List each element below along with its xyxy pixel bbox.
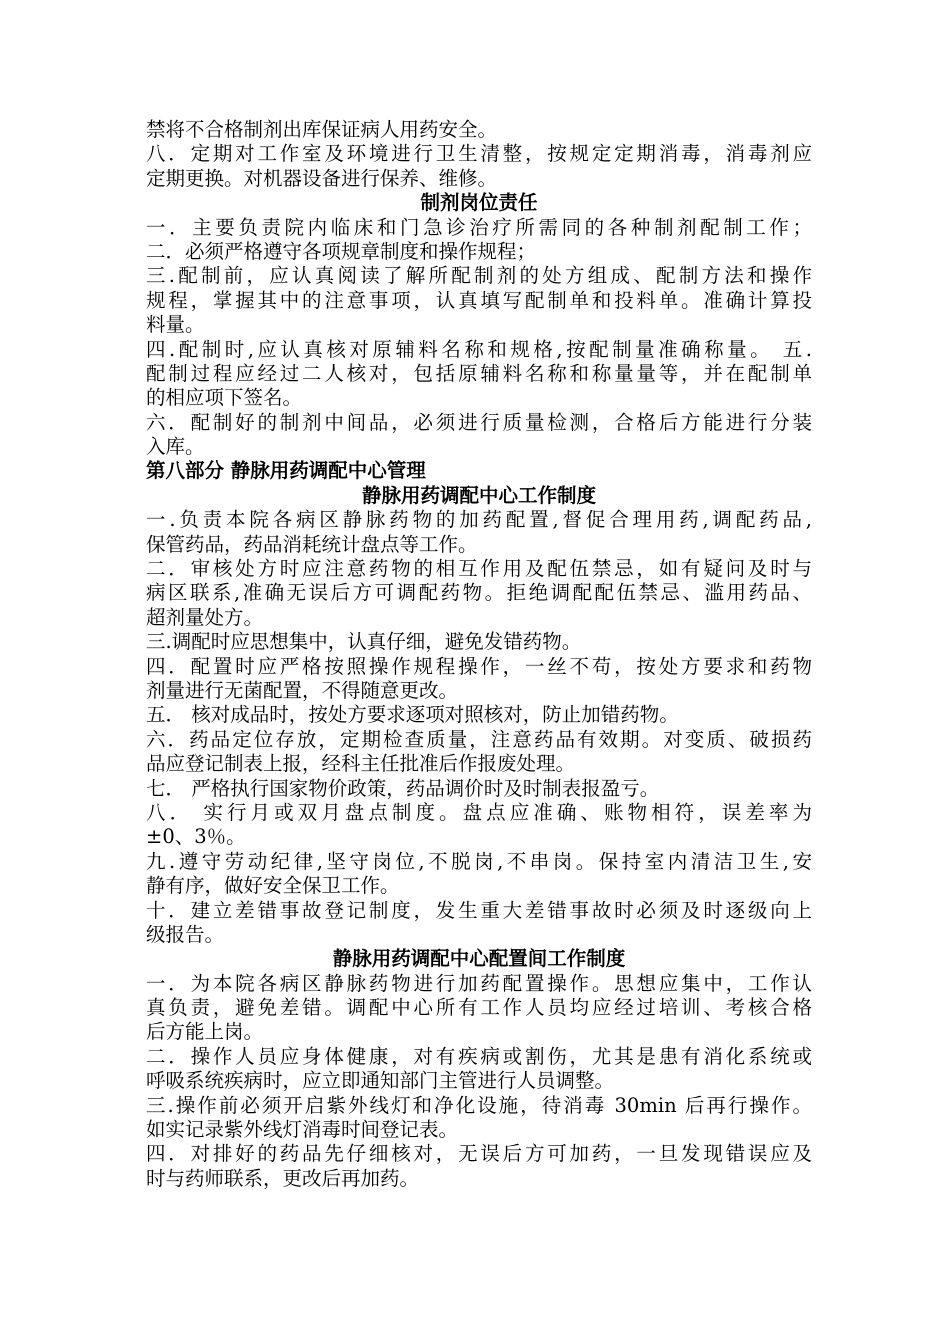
text-line: 二．审核处方时应注意药物的相互作用及配伍禁忌，如有疑问及时与 [146,557,812,581]
text-line: 九.遵守劳动纪律,坚守岗位,不脱岗,不串岗。保持室内清洁卫生,安 [146,849,812,873]
text-line: 四．配置时应严格按照操作规程操作，一丝不苟，按处方要求和药物 [146,654,812,678]
text-line: 时与药师联系，更改后再加药。 [146,1166,420,1190]
text-line: 的相应项下签名。 [146,386,303,410]
text-line: 静有序，做好安全保卫工作。 [146,874,400,898]
text-line: 病区联系,准确无误后方可调配药物。拒绝调配配伍禁忌、滥用药品、 [146,581,812,605]
text-line: 真负责，避免差错。调配中心所有工作人员均应经过培训、考核合格 [146,996,812,1020]
text-line: 呼吸系统疾病时，应立即通知部门主管进行人员调整。 [146,1069,615,1093]
text-line: 十．建立差错事故登记制度，发生重大差错事故时必须及时逐级向上 [146,898,812,922]
text-line: 四．对排好的药品先仔细核对，无误后方可加药，一旦发现错误应及 [146,1142,812,1166]
text-line: 三.操作前必须开启紫外线灯和净化设施，待消毒 30min 后再行操作。 [146,1093,812,1117]
document-page [146,118,812,1191]
text-line: 剂量进行无菌配置，不得随意更改。 [146,678,459,702]
text-line: 六．药品定位存放，定期检查质量，注意药品有效期。对变质、破损药 [146,727,812,751]
text-line: 一.负责本院各病区静脉药物的加药配置,督促合理用药,调配药品, [146,508,812,532]
text-line: 如实记录紫外线灯消毒时间登记表。 [146,1118,459,1142]
section-heading: 静脉用药调配中心工作制度 [361,483,596,507]
text-line: 三.调配时应思想集中，认真仔细，避免发错药物。 [146,630,582,654]
text-line: 六．配制好的制剂中间品，必须进行质量检测，合格后方能进行分装 [146,410,812,434]
text-line: 入库。 [146,435,205,459]
text-line: 一．为本院各病区静脉药物进行加药配置操作。思想应集中，工作认 [146,971,812,995]
section-heading: 静脉用药调配中心配置间工作制度 [332,947,626,971]
text-line: 级报告。 [146,922,225,946]
text-line: 禁将不合格制剂出库保证病人用药安全。 [146,118,498,141]
text-line: 品应登记制表上报，经科主任批准后作报废处理。 [146,752,576,776]
text-line: 后方能上岗。 [146,1020,264,1044]
text-line: 一．主要负责院内临床和门急诊治疗所需同的各种制剂配制工作； [146,215,812,239]
text-line: 八． 实行月或双月盘点制度。盘点应准确、账物相符，误差率为 [146,800,812,824]
text-line: 三.配制前，应认真阅读了解所配制剂的处方组成、配制方法和操作 [146,264,812,288]
text-line: 二．操作人员应身体健康，对有疾病或割伤，尤其是患有消化系统或 [146,1044,812,1068]
text-line: 四.配制时,应认真核对原辅料名称和规格,按配制量准确称量。 五. [146,337,812,361]
text-line: 八．定期对工作室及环境进行卫生清整，按规定定期消毒，消毒剂应 [146,142,812,166]
text-line: 规程，掌握其中的注意事项，认真填写配制单和投料单。准确计算投 [146,288,812,312]
text-line: ±0、3％。 [146,825,246,849]
text-line: 保管药品，药品消耗统计盘点等工作。 [146,532,478,556]
part-heading: 第八部分 静脉用药调配中心管理 [146,459,426,483]
text-line: 料量。 [146,313,205,337]
text-line: 七． 严格执行国家物价政策，药品调价时及时制表报盈亏。 [146,776,660,800]
text-line: 配制过程应经过二人核对，包括原辅料名称和称量量等，并在配制单 [146,361,812,385]
section-heading: 制剂岗位责任 [420,191,538,215]
text-line: 二．必须严格遵守各项规章制度和操作规程； [146,239,537,263]
text-line: 超剂量处方。 [146,605,264,629]
text-line: 五． 核对成品时，按处方要求逐项对照核对，防止加错药物。 [146,703,679,727]
text-line: 定期更换。对机器设备进行保养、维修。 [146,166,498,190]
